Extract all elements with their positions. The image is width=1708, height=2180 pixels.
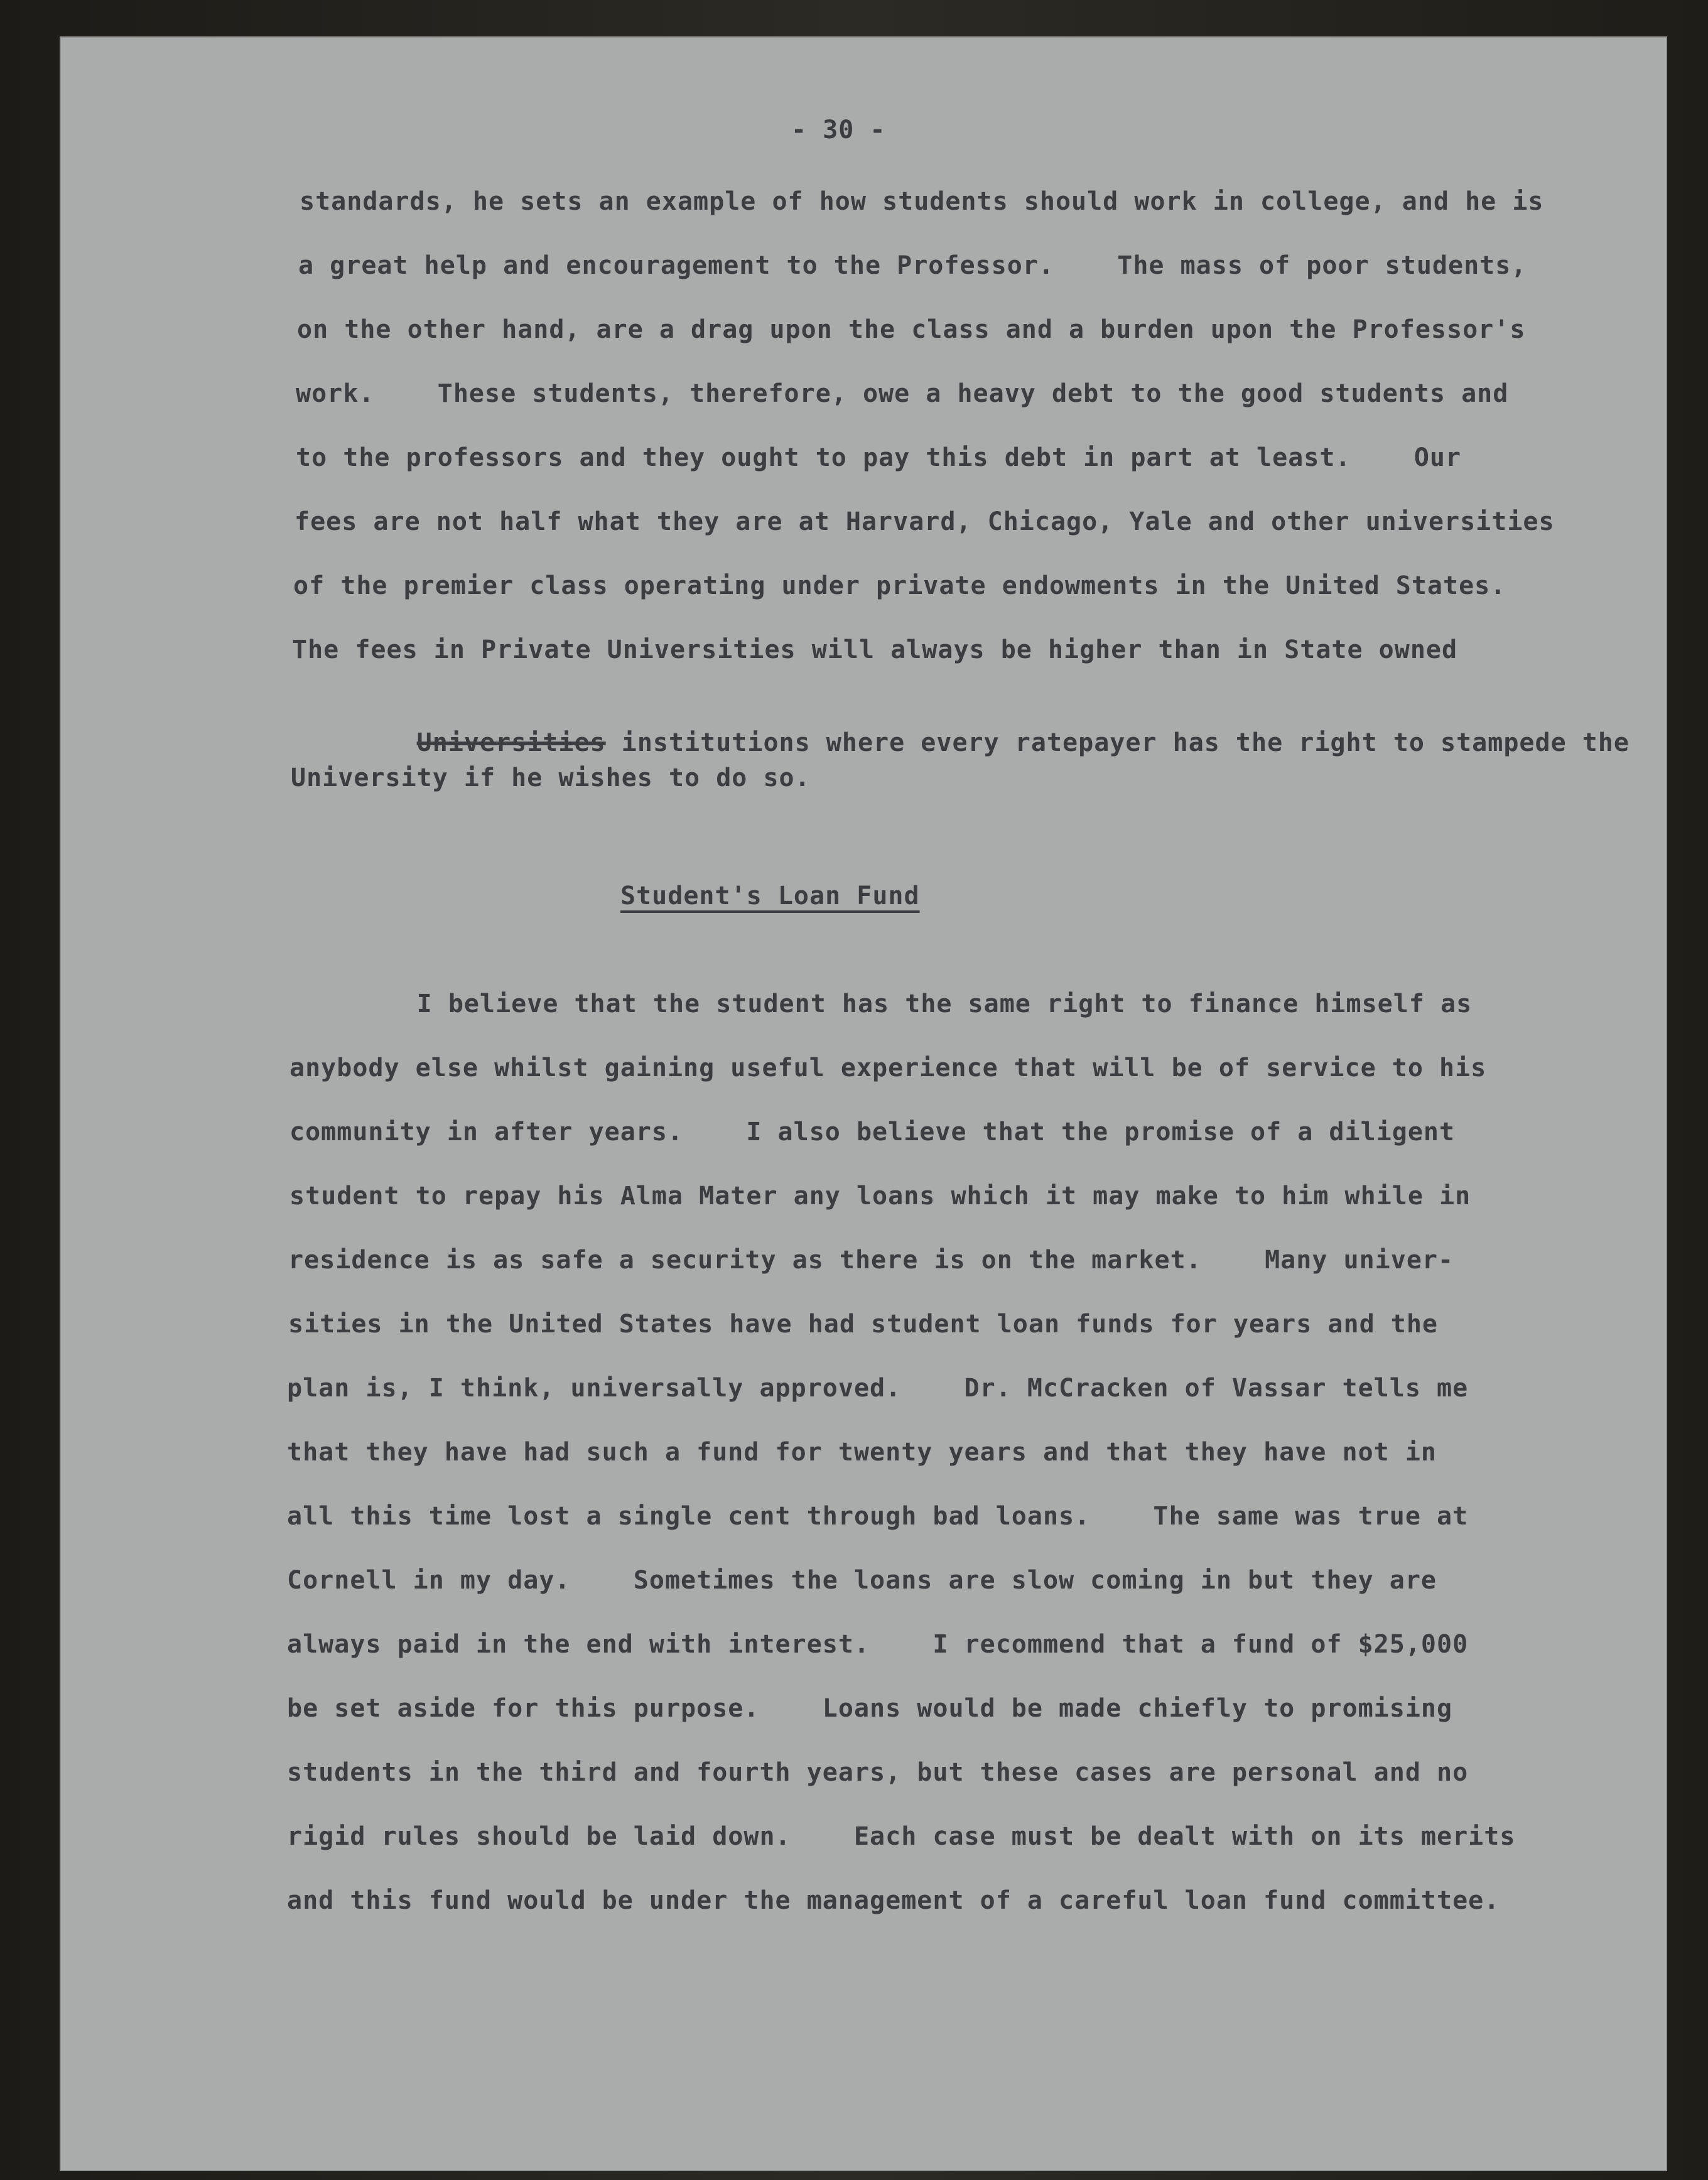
text-line: rigid rules should be laid down. Each case must be dealt with on its merits bbox=[287, 1822, 1516, 1851]
text-line: always paid in the end with interest. I recommend that a fund of $25,000 bbox=[287, 1630, 1469, 1659]
text-line: and this fund would be under the management of a careful loan fund committee. bbox=[287, 1886, 1500, 1915]
text-line: on the other hand, are a drag upon the class and a burden upon the Professor's bbox=[297, 315, 1526, 344]
text-line: University if he wishes to do so. bbox=[291, 764, 811, 792]
text-line: I believe that the student has the same right to finance himself as bbox=[291, 990, 1473, 1018]
text-line: Cornell in my day. Sometimes the loans are slow coming in but they are bbox=[287, 1566, 1437, 1595]
text-line: of the premier class operating under private endowments in the United States. bbox=[293, 571, 1506, 600]
text-line: work. These students, therefore, owe a heavy debt to the good students and bbox=[296, 379, 1509, 408]
text-line: sities in the United States have had student loan funds for years and the bbox=[288, 1310, 1438, 1339]
text-line: that they have had such a fund for twenty years and that they have not in bbox=[287, 1438, 1437, 1467]
text-line: students in the third and fourth years, but these cases are personal and no bbox=[287, 1758, 1469, 1787]
text-line: a great help and encouragement to the Professor. The mass of poor students, bbox=[298, 251, 1527, 280]
text-line: standards, he sets an example of how students should work in college, and he is bbox=[300, 187, 1544, 216]
page-content bbox=[60, 36, 1667, 2171]
text-line: to the professors and they ought to pay this debt in part at least. Our bbox=[296, 443, 1462, 472]
text-line-remainder: institutions where every ratepayer has the right to stampede the bbox=[621, 728, 1630, 757]
struck-out-word: Universities bbox=[416, 728, 606, 757]
text-line: The fees in Private Universities will always be higher than in State owned bbox=[292, 635, 1458, 664]
text-line: fees are not half what they are at Harvard, Chicago, Yale and other universities bbox=[295, 507, 1555, 536]
text-line: residence is as safe a security as there is on the market. Many univer- bbox=[288, 1246, 1454, 1275]
text-line: all this time lost a single cent through bad loans. The same was true at bbox=[287, 1502, 1469, 1531]
page-number: - 30 - bbox=[791, 116, 886, 144]
section-heading: Student's Loan Fund bbox=[620, 882, 920, 910]
text-line: student to repay his Alma Mater any loans which it may make to him while in bbox=[289, 1182, 1471, 1211]
text-line: be set aside for this purpose. Loans would be made chiefly to promising bbox=[287, 1694, 1453, 1723]
text-line: community in after years. I also believe that the promise of a diligent bbox=[289, 1118, 1456, 1147]
text-line: anybody else whilst gaining useful experience that will be of service to his bbox=[289, 1054, 1487, 1082]
text-line: plan is, I think, universally approved. Dr. McCracken of Vassar tells me bbox=[287, 1374, 1469, 1403]
document-page bbox=[60, 36, 1667, 2171]
